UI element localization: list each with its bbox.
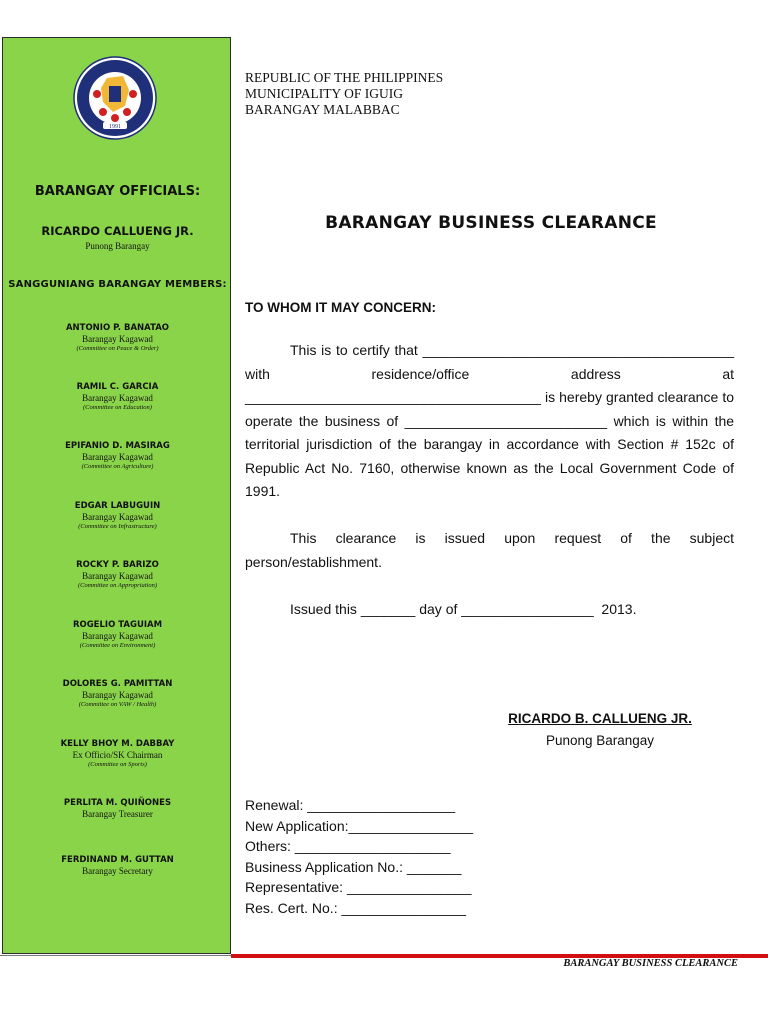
member-role: Barangay Kagawad <box>82 334 153 344</box>
member-committee: (Committee on Infrastructure) <box>78 523 157 530</box>
salutation: TO WHOM IT MAY CONCERN: <box>245 300 437 315</box>
day-blank: _______ <box>360 601 416 617</box>
member-committee: (Committee on VAW / Health) <box>78 701 157 708</box>
field-label: Representative: <box>245 879 344 895</box>
member-name: DOLORES G. PAMITTAN <box>62 679 173 689</box>
document-title: BARANGAY BUSINESS CLEARANCE <box>325 213 657 233</box>
signatory-name: RICARDO B. CALLUENG JR. <box>508 711 692 726</box>
address-blank: ______________________________________ <box>245 389 541 405</box>
issuer-address <box>245 70 443 118</box>
member-name: EDGAR LABUGUIN <box>74 501 161 511</box>
member-entry <box>3 501 232 531</box>
issued-text-b: day of <box>419 601 458 617</box>
name-blank: ________________________________________ <box>422 342 735 358</box>
officials-sidebar <box>2 37 231 954</box>
captain-role: Punong Barangay <box>85 241 150 251</box>
request-paragraph: This clearance is issued upon request of the subject person/establishment. <box>245 530 734 570</box>
member-committee: (Committee on Environment) <box>79 642 156 649</box>
field-blank: ____________________ <box>290 838 451 854</box>
member-role: Barangay Kagawad <box>82 452 153 462</box>
member-name: FERDINAND M. GUTTAN <box>61 855 174 865</box>
representative-field <box>245 877 473 898</box>
member-entry <box>3 798 232 819</box>
member-role: Barangay Kagawad <box>82 393 153 403</box>
captain-name: RICARDO CALLUENG JR. <box>41 224 194 238</box>
address-line-country: REPUBLIC OF THE PHILIPPINES <box>245 70 444 85</box>
application-fields <box>245 795 473 918</box>
member-name: KELLY BHOY M. DABBAY <box>60 739 175 749</box>
liga-seal-logo <box>73 56 157 140</box>
member-name: ANTONIO P. BANATAO <box>65 323 170 333</box>
cert-text-b: with residence/office address at <box>245 365 734 382</box>
field-blank: ________________ <box>348 817 474 834</box>
issued-paragraph <box>245 598 734 622</box>
renewal-field <box>245 795 473 816</box>
member-entry <box>3 441 232 471</box>
member-committee: (Committee on Peace & Order) <box>76 345 159 352</box>
member-role: Barangay Kagawad <box>82 571 153 581</box>
signatory-role: Punong Barangay <box>545 733 655 748</box>
field-label: Renewal: <box>245 797 304 813</box>
field-blank: _______ <box>402 858 462 875</box>
field-blank: ________________ <box>343 879 472 895</box>
member-role: Barangay Treasurer <box>82 809 153 819</box>
address-line-barangay: BARANGAY MALABBAC <box>245 102 400 117</box>
member-name: PERLITA M. QUIÑONES <box>63 798 172 808</box>
new-application-field <box>245 816 473 837</box>
others-field <box>245 836 473 857</box>
footer-title: BARANGAY BUSINESS CLEARANCE <box>563 958 738 969</box>
member-entry <box>3 739 232 769</box>
field-blank: ___________________ <box>303 797 456 813</box>
footer-divider-left <box>0 955 231 956</box>
business-application-no-field <box>245 857 473 878</box>
member-entry <box>3 382 232 412</box>
member-committee: (Committee on Agriculture) <box>81 463 154 470</box>
seal-year: 1991 <box>109 124 121 130</box>
member-name: ROGELIO TAGUIAM <box>72 620 163 630</box>
field-label: Business Application No.: <box>245 858 403 875</box>
member-entry <box>3 620 232 650</box>
field-label: New Application: <box>245 817 349 834</box>
member-role: Barangay Kagawad <box>82 512 153 522</box>
member-role: Barangay Kagawad <box>82 690 153 700</box>
member-committee: (Committee on Education) <box>83 404 152 411</box>
member-committee: (Committee on Sports) <box>88 761 147 768</box>
business-blank: __________________________ <box>404 412 608 429</box>
issued-year: 2013. <box>601 601 637 617</box>
issued-text-a: Issued this <box>290 601 357 617</box>
res-cert-no-field <box>245 898 473 919</box>
field-blank: ________________ <box>337 899 467 916</box>
address-line-municipality: MUNICIPALITY OF IGUIG <box>245 86 403 101</box>
cert-text-a: This is to certify that <box>290 342 418 358</box>
field-label: Res. Cert. No.: <box>245 899 338 916</box>
month-blank: _________________ <box>461 601 594 617</box>
member-committee: (Committee on Appropriation) <box>77 582 158 589</box>
cert-text-d: which is within the territorial jurisdiction of the barangay in accordance with Section # 152c of Republic Act No. 7160, otherwise known as the Local Government Code of 1991. <box>245 412 735 499</box>
member-entry <box>3 679 232 709</box>
member-name: RAMIL C. GARCIA <box>76 382 159 392</box>
member-entry <box>3 323 232 353</box>
member-role: Ex Officio/SK Chairman <box>72 750 163 760</box>
member-name: ROCKY P. BARIZO <box>76 560 159 570</box>
member-role: Barangay Kagawad <box>82 631 153 641</box>
member-entry <box>3 855 232 876</box>
member-name: EPIFANIO D. MASIRAG <box>65 441 170 451</box>
certification-paragraph <box>245 339 734 504</box>
member-entry <box>3 560 232 590</box>
field-label: Others: <box>245 838 291 854</box>
members-heading: SANGGUNIANG BARANGAY MEMBERS: <box>8 279 227 290</box>
member-role: Barangay Secretary <box>82 866 153 876</box>
officials-heading: BARANGAY OFFICIALS: <box>34 184 201 199</box>
cert-text-c: is hereby granted clearance to operate the business of <box>245 389 735 429</box>
